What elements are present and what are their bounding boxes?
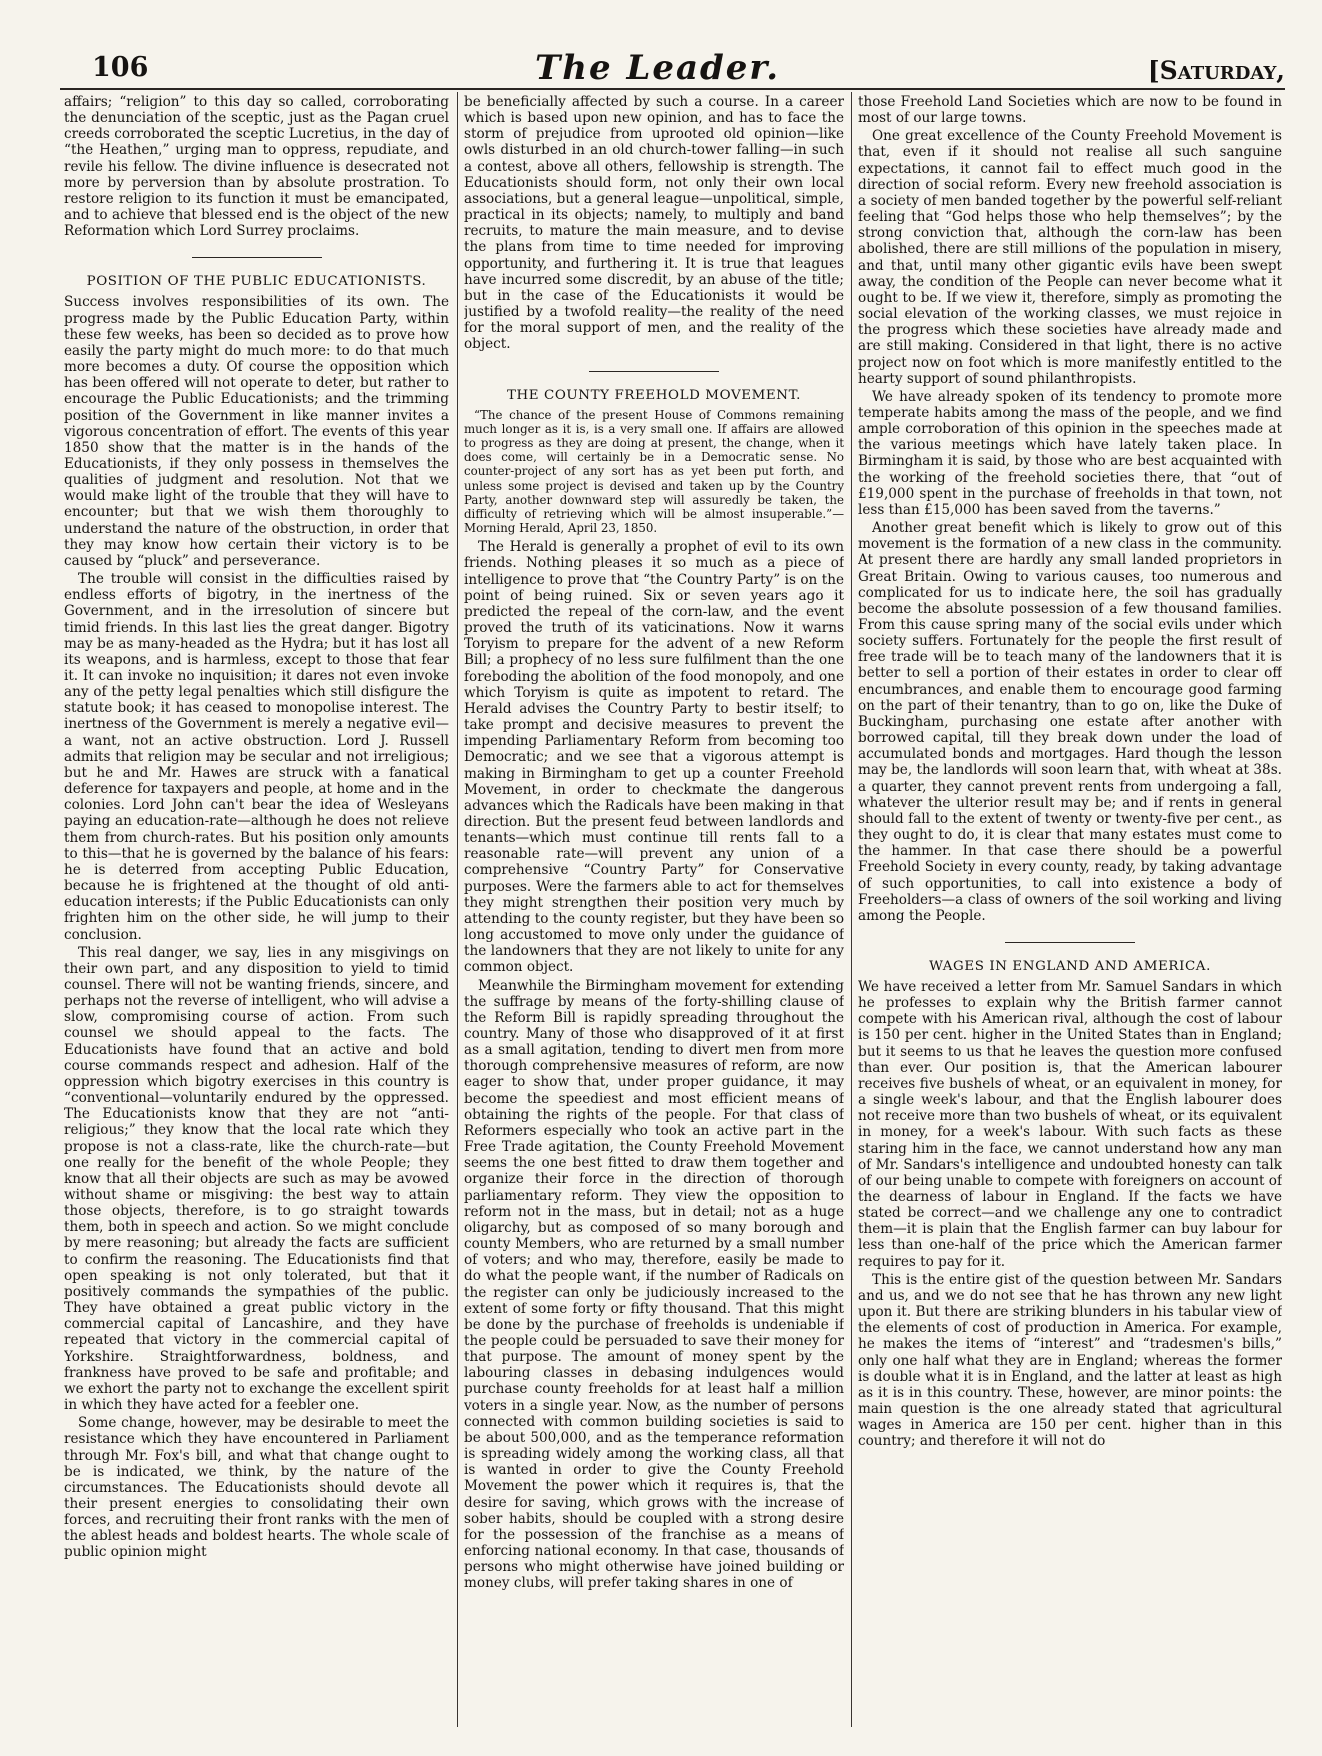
paragraph: Another great benefit which is likely to grow out of this movement is the formation of a new class in the community. At present there are hardly any small landed proprietors in Great Britain. Owing to various causes, too numerous and complicated for us to indicate here, the soil has gradually become the absolute possession of a few thousand families. From this cause spring many of the social evils under which society suffers. Fortunately for the people the first result of free trade will be to teach many of the landowners that it is better to sell a portion of their estates in order to clear off encumbrances, and enable them to encourage good farming on the part of their tenantry, than to go on, like the Duke of Buckingham, purchasing one estate after another with borrowed capital, till they break down under the load of accumulated bonds and mortgages. Hard though the lesson may be, the landlords will soon learn that, with wheat at 38s. a quarter, they cannot prevent rents from undergoing a fall, whatever the ulterior result may be; and if rents in general should fall to the extent of twenty or twenty-five per cent., as they ought to do, it is clear that many estates must come to the hammer. In that case there should be a powerful Freehold Society in every county, ready, by taking advantage of such opportunities, to call into existence a body of Freeholders—a class of owners of the soil working and living among the People. [858,520,1282,924]
paragraph: Meanwhile the Birmingham movement for extending the suffrage by means of the forty-shilling clause of the Reform Bill is rapidly spreading throughout the country. Many of those who disapproved of it at first as a small agitation, tending to divert men from more thorough comprehensive measures of reform, are now eager to show that, under proper guidance, it may become the speediest and most efficient means of obtaining the rights of the people. For that class of Reformers especially who took an active part in the Free Trade agitation, the County Freehold Movement seems the one best fitted to draw them together and organize their force in the direction of thorough parliamentary reform. They view the opposition to reform not in the mass, but in detail; not as a huge oligarchy, but as composed of so many borough and county Members, who are returned by a small number of voters; and who may, therefore, easily be made to do what the people want, if the number of Radicals on the register can only be judiciously increased to the extent of some forty or fifty thousand. That this might be done by the purchase of freeholds is undeniable if the people could be persuaded to save their money for that purpose. The amount of money spent by the labouring classes in debasing indulgences would purchase county freeholds for at least half a million voters in a single year. Now, as the number of persons connected with common building societies is said to be about 500,000, and as the temperance reformation is spreading widely among the working class, all that is wanted in order to give the County Freehold Movement the power which it requires is, that the desire for saving, which grows with the increase of sober habits, should be coupled with a strong desire for the possession of the franchise as a means of enforcing national economy. In that case, thousands of persons who might otherwise have joined building or money clubs, will prefer taking shares in one of [464,977,844,1592]
column-rule-2 [851,92,852,1727]
section-rule [589,371,719,372]
section-rule [1005,942,1135,943]
paragraph: Success involves responsibilities of its own. The progress made by the Public Education Party, within these few weeks, has been so decided as to prove how easily the party might do much more: to do that much more becomes a duty. Of course the opposition which has been offered will not operate to deter, but rather to encourage the Public Educationists; and the trimming position of the Government in like manner invites a vigorous concentration of effort. The events of this year 1850 show that the matter is in the hands of the Educationists, if they only possess in themselves the qualities of judgment and resolution. Not that we would make light of the trouble that they will have to encounter; but that we wish them thoroughly to understand the nature of the obstruction, in order that they may know how certain their victory is to be caused by “pluck” and perseverance. [64,294,449,569]
header-rule [60,88,1285,90]
column-rule-1 [457,92,458,1727]
dateline: [Saturday, [1147,56,1285,85]
column-right [858,94,1282,1724]
paragraph: One great excellence of the County Freehold Movement is that, even if it should not realise all such sanguine expectations, it cannot fail to effect much good in the direction of social reform. Every new freehold association is a society of men banded together by the powerful self-reliant feeling that “God helps those who help themselves”; by the strong conviction that, although the corn-law has been abolished, there are still millions of the population in misery, and that, until many other gigantic evils have been swept away, the condition of the People can never become what it ought to be. If we view it, therefore, simply as promoting the social elevation of the working classes, we must rejoice in the progress which these societies have already made and are still making. Considered in that light, there is no active project now on foot which is more manifestly entitled to the hearty support of sound philanthropists. [858,128,1282,387]
section-rule [192,257,322,258]
page-number: 106 [92,52,149,83]
newspaper-title: The Leader. [534,48,781,88]
masthead [30,48,1285,88]
section-heading: POSITION OF THE PUBLIC EDUCATIONISTS. [86,274,427,290]
paragraph: The Herald is generally a prophet of evil to its own friends. Nothing pleases it so much as a piece of intelligence to prove that “the Country Party” is on the point of being ruined. Six or seven years ago it predicted the repeal of the corn-law, and the event proved the truth of its vaticinations. Now it warns Toryism to prepare for the advent of a new Reform Bill; a prophecy of no less sure fulfilment than the one foreboding the abolition of the food monopoly, and one which Toryism is quite as impotent to retard. The Herald advises the Country Party to bestir itself; to take prompt and decisive measures to prevent the impending Parliamentary Reform from becoming too Democratic; and we see that a vigorous attempt is making in Birmingham to get up a counter Freehold Movement, in order to checkmate the dangerous advances which the Radicals have been making in that direction. But the present feud between landlords and tenants—which must continue till rents fall to a reasonable rate—will prevent any union of a comprehensive “Country Party” for Conservative purposes. Were the farmers able to act for themselves they might strengthen their position very much by attending to the county register, but they have been so long accustomed to move only under the guidance of the landowners that they are not likely to unite for any common object. [464,539,844,976]
epigraph-quote: “The chance of the present House of Commons remaining much longer as it is, is a very small one. If affairs are allowed to progress as they are doing at present, the change, when it does come, will certainly be in a Democratic sense. No counter-project of any sort has as yet been put forth, and unless some project is devised and taken up by the Country Party, another downward step will assuredly be taken, the difficulty of retrieving which will be almost insuperable.”—Morning Herald, April 23, 1850. [464,407,844,536]
paragraph: This real danger, we say, lies in any misgivings on their own part, and any disposition to yield to timid counsel. There will not be wanting friends, sincere, and perhaps not the reverse of intelligent, who will advise a slow, compromising course of action. From such counsel we should appeal to the facts. The Educationists have found that an active and bold course commands respect and adhesion. Half of the oppression which bigotry exercises in this country is “conventional—voluntarily endured by the oppressed. The Educationists know that they are not “anti-religious;” they know that the local rate which they propose is not a class-rate, like the church-rate—but one really for the benefit of the whole People; they know that all their objects are such as may be avowed without shame or misgiving: the best way to attain those objects, therefore, is to go straight towards them, both in speech and action. So we might conclude by mere reasoning; but already the facts are sufficient to confirm the reasoning. The Educationists find that open speaking is not only tolerated, but that it positively commands the sympathies of the public. They have obtained a great public victory in the commercial capital of Lancashire, and they have repeated that victory in the commercial capital of Yorkshire. Straightforwardness, boldness, and frankness have proved to be safe and profitable; and we exhort the party not to exchange the excellent spirit in which they have acted for a feebler one. [64,944,449,1414]
paragraph: The trouble will consist in the difficulties raised by endless efforts of bigotry, in the inertness of the Government, and in the irresolution of sincere but timid friends. In this last lies the great danger. Bigotry may be as many-headed as the Hydra; but it has lost all its weapons, and is harmless, except to those that fear it. It can invoke no inquisition; it dares not even invoke any of the petty legal penalties which still disfigure the statute book; it has ceased to monopolise interest. The inertness of the Government is merely a negative evil—a want, not an active obstruction. Lord J. Russell admits that religion may be secular and not irreligious; but he and Mr. Hawes are struck with a fanatical deference for taxpayers and people, at home and in the colonies. Lord John can't bear the idea of Wesleyans paying an education-rate—although he does not relieve them from church-rates. But his position only amounts to this—that he is governed by the balance of his fears: he is deterred from accepting Public Education, because he is frightened at the thought of old anti-education interests; if the Public Educationists can only frighten him on the other side, he will jump to their conclusion. [64,571,449,943]
paragraph: those Freehold Land Societies which are now to be found in most of our large towns. [858,94,1282,127]
paragraph: This is the entire gist of the question between Mr. Sandars and us, and we do not see that he has thrown any new light upon it. But there are striking blunders in his tabular view of the elements of cost of production in America. For example, he makes the items of “interest” and “tradesmen's bills,” only one half what they are in England; whereas the former is double what it is in England, and the latter at least as high as it is in this country. These, however, are minor points: the main question is the one already stated that agricultural wages in America are 150 per cent. higher than in this country; and therefore it will not do [858,1271,1282,1450]
section-heading: WAGES IN ENGLAND AND AMERICA. [929,958,1211,974]
paragraph: affairs; “religion” to this day so called, corroborating the denunciation of the sceptic, just as the Pagan cruel creeds corroborated the sceptic Lucretius, in the day of “the Heathen,” urging man to oppress, repudiate, and revile his fellow. The divine influence is desecrated not more by perversion than by absolute prostration. To restore religion to its function it must be emancipated, and to achieve that blessed end is the object of the new Reformation which Lord Surrey proclaims. [64,94,449,240]
section-heading: THE COUNTY FREEHOLD MOVEMENT. [506,387,802,403]
paragraph: Some change, however, may be desirable to meet the resistance which they have encountered in Parliament through Mr. Fox's bill, and what that change ought to be is indicated, we think, by the nature of the circumstances. The Educationists should devote all their present energies to consolidating their own forces, and recruiting their front ranks with the men of the ablest heads and boldest hearts. The whole scale of public opinion might [64,1415,449,1561]
column-left [64,94,449,1724]
paragraph: We have already spoken of its tendency to promote more temperate habits among the mass of the people, and we find ample corroboration of this opinion in the speeches made at the various meetings which have lately taken place. In Birmingham it is said, by those who are best acquainted with the working of the freehold societies there, that “out of £19,000 spent in the purchase of freeholds in that town, not less than £15,000 has been saved from the taverns.” [858,388,1282,518]
paragraph: be beneficially affected by such a course. In a career which is based upon new opinion, and has to face the storm of prejudice from uprooted old opinion—like owls disturbed in an old church-tower falling—in such a contest, above all others, fellowship is strength. The Educationists should form, not only their own local associations, but a general league—unpolitical, simple, practical in its objects; namely, to multiply and band recruits, to mature the main measure, and to devise the plans from time to time needed for improving opportunity, and furthering it. It is true that leagues have incurred some discredit, by an abuse of the title; but in the case of the Educationists it would be justified by a twofold reality—the reality of the need for the moral support of men, and the reality of the object. [464,94,844,353]
paragraph: We have received a letter from Mr. Samuel Sandars in which he professes to explain why the British farmer cannot compete with his American rival, although the cost of labour is 150 per cent. higher in the United States than in England; but it seems to us that he leaves the question more confused than ever. Our position is, that the American labourer receives five bushels of wheat, or an equivalent in money, for a single week's labour, and that the English labourer does not receive more than two bushels of wheat, or its equivalent in money, for a week's labour. With such facts as these staring him in the face, we cannot understand how any man of Mr. Sandars's intelligence and undoubted honesty can talk of our being unable to compete with foreigners on account of the dearness of labour in England. If the facts we have stated be correct—and we challenge any one to contradict them—it is plain that the English farmer can buy labour for less than one-half of the price which the American farmer requires to pay for it. [858,978,1282,1270]
column-middle [464,94,844,1724]
